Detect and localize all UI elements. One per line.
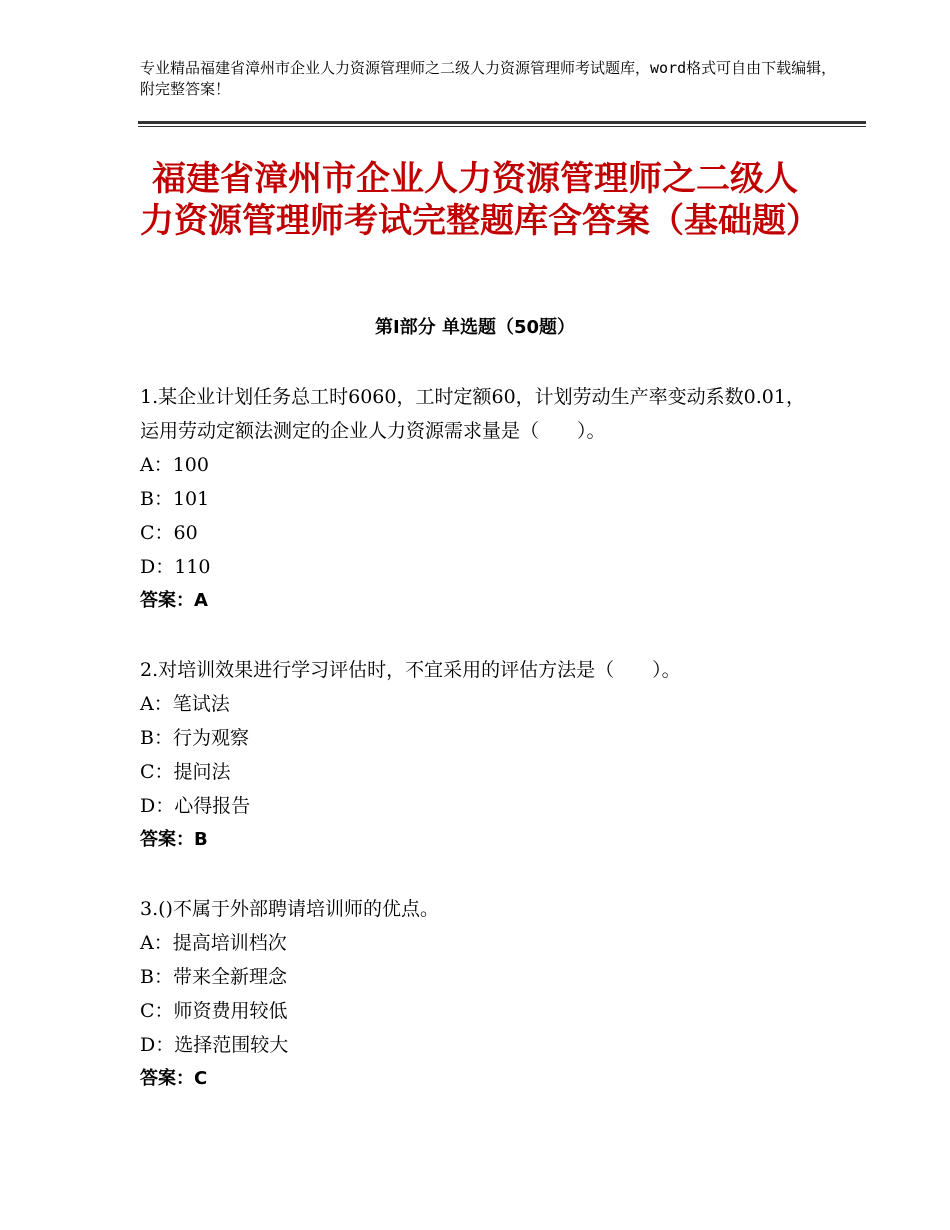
document-title: 福建省漳州市企业人力资源管理师之二级人力资源管理师考试完整题库含答案（基础题） bbox=[140, 159, 820, 241]
question-stem: 2.对培训效果进行学习评估时，不宜采用的评估方法是（ ）。 bbox=[140, 659, 681, 681]
option-d: D：心得报告 bbox=[140, 795, 251, 817]
answer: 答案：A bbox=[140, 590, 208, 611]
option-b: B：行为观察 bbox=[140, 727, 249, 749]
header-note: 专业精品福建省漳州市企业人力资源管理师之二级人力资源管理师考试题库，word格式可自由下载编辑，附完整答案！ bbox=[140, 59, 837, 98]
section-title: 第Ⅰ部分 单选题（50题） bbox=[374, 317, 575, 338]
option-c: C：提问法 bbox=[140, 761, 231, 783]
question-stem: 1.某企业计划任务总工时6060，工时定额60，计划劳动生产率变动系数0.01，运用劳动定额法测定的企业人力资源需求量是（ ）。 bbox=[140, 386, 805, 442]
question-stem: 3.()不属于外部聘请培训师的优点。 bbox=[140, 898, 439, 920]
option-a: A：笔试法 bbox=[140, 693, 230, 715]
option-b: B：101 bbox=[140, 488, 210, 510]
option-d: D：选择范围较大 bbox=[140, 1034, 289, 1056]
answer: 答案：B bbox=[140, 829, 208, 850]
question-2 bbox=[140, 653, 820, 857]
header-rule-thick bbox=[138, 121, 866, 124]
header-rule-thin bbox=[138, 126, 866, 127]
answer: 答案：C bbox=[140, 1068, 208, 1089]
option-d: D：110 bbox=[140, 556, 211, 578]
question-1 bbox=[140, 380, 820, 618]
option-a: A：100 bbox=[140, 454, 209, 476]
option-b: B：带来全新理念 bbox=[140, 966, 287, 988]
question-3 bbox=[140, 892, 820, 1096]
option-c: C：60 bbox=[140, 522, 198, 544]
option-c: C：师资费用较低 bbox=[140, 1000, 288, 1022]
option-a: A：提高培训档次 bbox=[140, 932, 287, 954]
